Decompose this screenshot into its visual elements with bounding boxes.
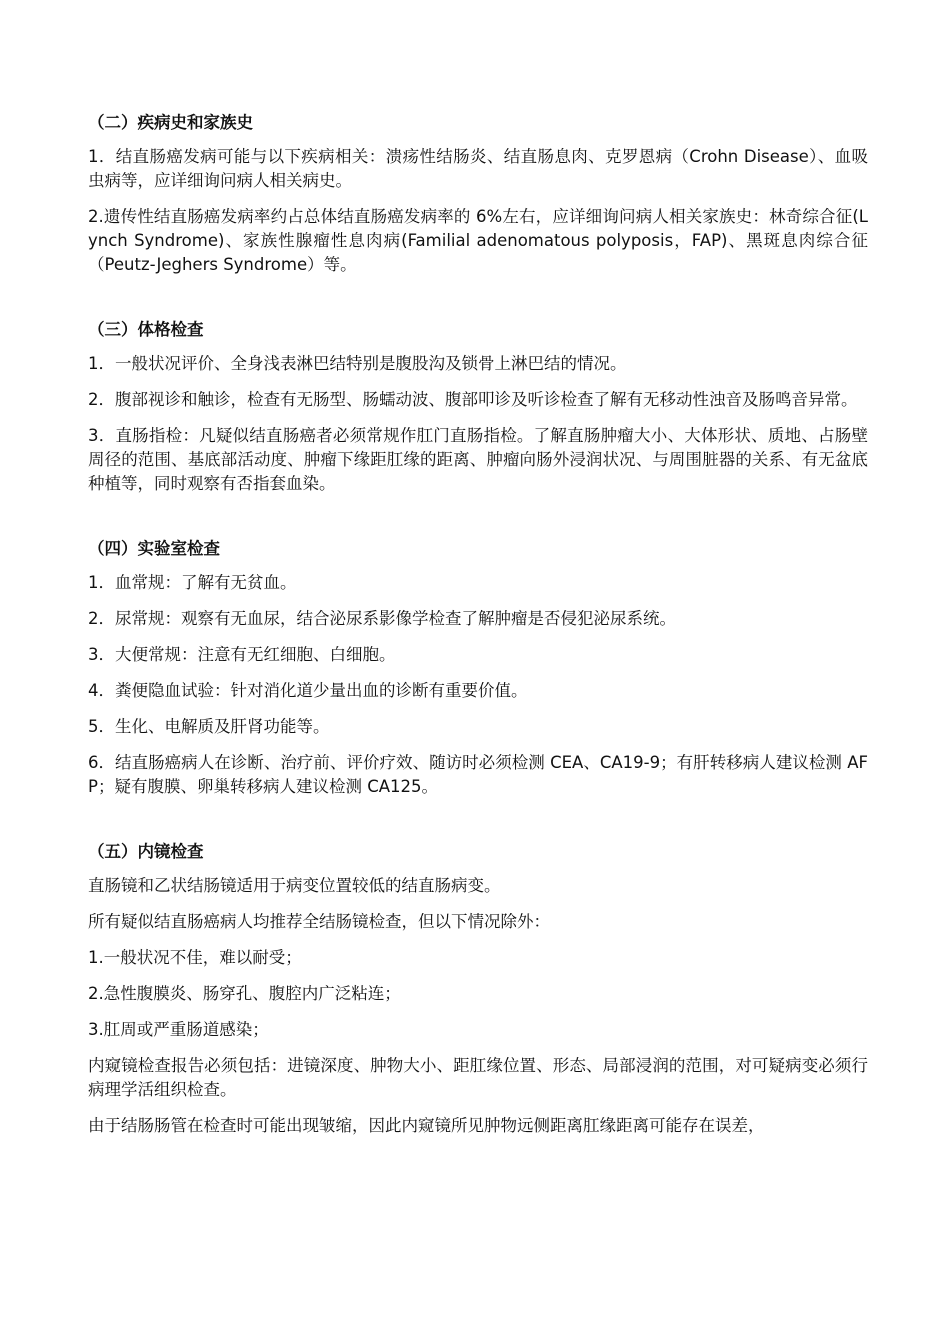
paragraph: 2．腹部视诊和触诊，检查有无肠型、肠蠕动波、腹部叩诊及听诊检查了解有无移动性浊音及肠鸣音异常。 [88,390,858,409]
document-page [88,110,868,1150]
paragraph: 3.肛周或严重肠道感染； [88,1020,269,1039]
paragraph: 1．结直肠癌发病可能与以下疾病相关：溃疡性结肠炎、结直肠息肉、克罗恩病（Crohn Disease）、血吸虫病等，应详细询问病人相关病史。 [88,147,868,190]
paragraph: 由于结肠肠管在检查时可能出现皱缩，因此内窥镜所见肿物远侧距离肛缘距离可能存在误差， [88,1116,765,1135]
paragraph: 2．尿常规：观察有无血尿，结合泌尿系影像学检查了解肿瘤是否侵犯泌尿系统。 [88,609,676,628]
paragraph: 2.遗传性结直肠癌发病率约占总体结直肠癌发病率的 6%左右，应详细询问病人相关家族史：林奇综合征(Lynch Syndrome)、家族性腺瘤性息肉病(Familial adenomatous polyposis，FAP)、黑斑息肉综合征（Peutz-Jeghers Syndrome）等。 [88,207,868,274]
paragraph: 3．直肠指检：凡疑似结直肠癌者必须常规作肛门直肠指检。了解直肠肿瘤大小、大体形状、质地、占肠壁周径的范围、基底部活动度、肿瘤下缘距肛缘的距离、肿瘤向肠外浸润状况、与周围脏器的关系、有无盆底种植等，同时观察有否指套血染。 [88,426,868,493]
section-heading: （二）疾病史和家族史 [88,113,253,132]
section-heading: （三）体格检查 [88,320,204,339]
section-physical-exam [88,317,868,496]
paragraph: 6．结直肠癌病人在诊断、治疗前、评价疗效、随访时必须检测 CEA、CA19-9；有肝转移病人建议检测 AFP；疑有腹膜、卵巢转移病人建议检测 CA125。 [88,753,868,796]
paragraph: 4．粪便隐血试验：针对消化道少量出血的诊断有重要价值。 [88,681,528,700]
paragraph: 1.一般状况不佳，难以耐受； [88,948,302,967]
paragraph: 5．生化、电解质及肝肾功能等。 [88,717,330,736]
paragraph: 3．大便常规：注意有无红细胞、白细胞。 [88,645,396,664]
section-medical-history [88,110,868,277]
section-heading: （四）实验室检查 [88,539,220,558]
paragraph: 1．一般状况评价、全身浅表淋巴结特别是腹股沟及锁骨上淋巴结的情况。 [88,354,627,373]
paragraph: 内窥镜检查报告必须包括：进镜深度、肿物大小、距肛缘位置、形态、局部浸润的范围，对可疑病变必须行病理学活组织检查。 [88,1056,868,1099]
paragraph: 1．血常规：了解有无贫血。 [88,573,297,592]
paragraph: 所有疑似结直肠癌病人均推荐全结肠镜检查，但以下情况除外： [88,912,550,931]
paragraph: 2.急性腹膜炎、肠穿孔、腹腔内广泛粘连； [88,984,401,1003]
section-lab-tests [88,536,868,799]
paragraph: 直肠镜和乙状结肠镜适用于病变位置较低的结直肠病变。 [88,876,501,895]
section-endoscopy [88,839,868,1138]
section-heading: （五）内镜检查 [88,842,204,861]
